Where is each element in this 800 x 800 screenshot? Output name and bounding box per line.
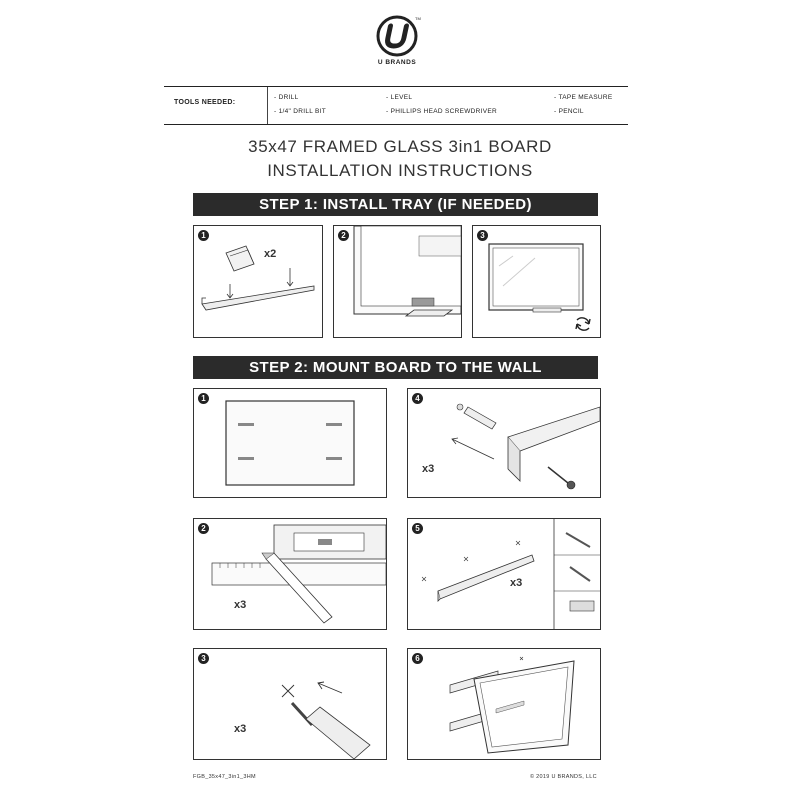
step-number: 1 xyxy=(198,393,209,404)
mounting-rail-illustration xyxy=(408,389,600,497)
board-back-illustration xyxy=(194,389,386,497)
quantity-label: x3 xyxy=(510,577,523,589)
tool-item: - DRILL xyxy=(274,94,299,101)
level-icon xyxy=(274,525,386,559)
quantity-label: x3 xyxy=(234,599,247,611)
step2-heading: STEP 2: MOUNT BOARD TO THE WALL xyxy=(193,356,598,379)
drill-icon xyxy=(292,703,370,759)
screw-icon xyxy=(548,467,575,489)
step-number: 1 xyxy=(198,230,209,241)
tools-label: TOOLS NEEDED: xyxy=(174,99,236,106)
arrow-icon xyxy=(452,438,494,459)
tool-item: - LEVEL xyxy=(386,94,413,101)
tools-divider xyxy=(267,87,268,124)
tools-needed-table xyxy=(164,86,628,125)
page-title-line1: 35x47 FRAMED GLASS 3in1 BOARD xyxy=(248,137,552,156)
step-number: 2 xyxy=(338,230,349,241)
step-number: 3 xyxy=(477,230,488,241)
anchor-icon xyxy=(457,404,496,429)
step2-panel-3 xyxy=(193,648,387,760)
tool-item: - PHILLIPS HEAD SCREWDRIVER xyxy=(386,108,498,115)
step-number: 3 xyxy=(198,653,209,664)
u-brands-logo xyxy=(375,14,419,58)
step2-panel-1 xyxy=(193,388,387,498)
board-complete-illustration xyxy=(473,226,600,337)
step1-panel-3 xyxy=(472,225,601,338)
tray-illustration xyxy=(194,226,322,337)
tool-item: - PENCIL xyxy=(554,108,584,115)
tool-item: - TAPE MEASURE xyxy=(554,94,613,101)
quantity-label: x2 xyxy=(264,248,277,260)
page-title-line2: INSTALLATION INSTRUCTIONS xyxy=(267,161,533,180)
step-number: 4 xyxy=(412,393,423,404)
arrow-icon xyxy=(318,682,342,693)
step2-panel-4 xyxy=(407,388,601,498)
step1-panel-2 xyxy=(333,225,462,338)
logo-text: U BRANDS xyxy=(377,59,417,66)
level-pencil-illustration xyxy=(194,519,386,629)
step2-panel-2 xyxy=(193,518,387,630)
step2-panel-6 xyxy=(407,648,601,760)
drill-illustration xyxy=(194,649,386,759)
brand-logo xyxy=(371,14,423,76)
step2-panel-5 xyxy=(407,518,601,630)
step-number: 2 xyxy=(198,523,209,534)
hang-board-illustration xyxy=(408,649,600,759)
rail-on-wall-illustration xyxy=(408,519,600,629)
step-number: 5 xyxy=(412,523,423,534)
document-code: FGB_35x47_3in1_3HM xyxy=(193,774,256,780)
tool-item: - 1/4" DRILL BIT xyxy=(274,108,327,115)
step1-panel-1 xyxy=(193,225,323,338)
trademark: TM xyxy=(415,16,421,21)
board-tray-illustration xyxy=(334,226,461,337)
step-number: 6 xyxy=(412,653,423,664)
rotate-arrows-icon xyxy=(576,318,590,330)
quantity-label: x3 xyxy=(422,463,435,475)
quantity-label: x3 xyxy=(234,723,247,735)
step1-heading: STEP 1: INSTALL TRAY (IF NEEDED) xyxy=(193,193,598,216)
copyright: © 2019 U BRANDS, LLC xyxy=(530,774,597,780)
